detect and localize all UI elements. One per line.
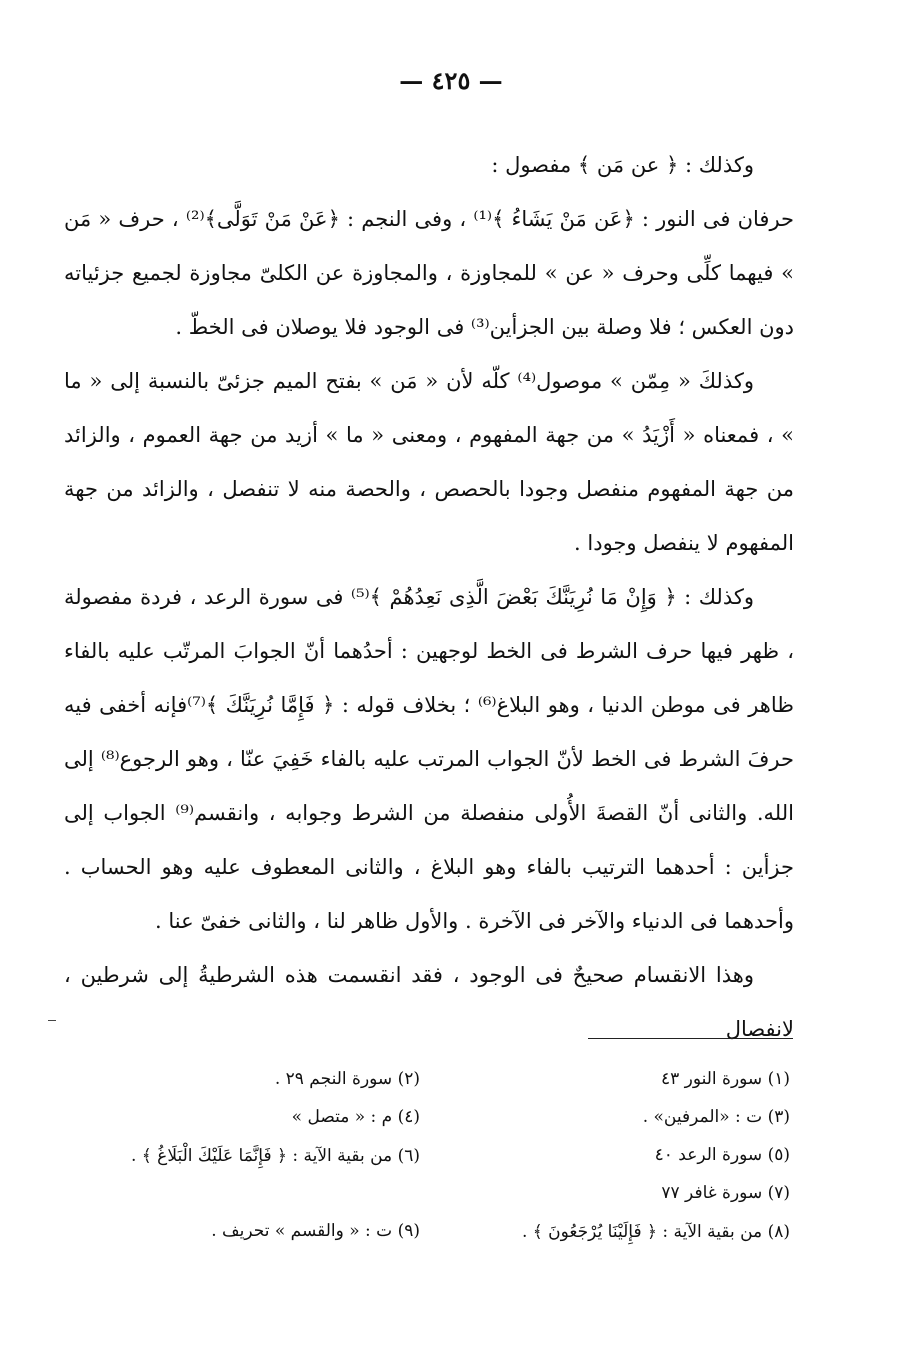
paragraph: وكذلك : ﴿ وَإِنْ مَا نُرِيَنَّكَ بَعْضَ الَّذِى نَعِدُهُمْ ﴾⁽⁵⁾ فى سورة الرعد ، فردة مفصولة ، ظهر فيها حرف الشرط فى الخط لوجهين : أحدُهما أنّ الجوابَ المرتّب عليه بالفاء ظاهر فى موطن الدنيا ، وهو البلاغ⁽⁶⁾ ؛ بخلاف قوله : ﴿ فَإِمَّا نُرِيَنَّكَ ﴾⁽⁷⁾فإنه أخفى فيه حرفَ الشرط فى الخط لأنّ الجواب المرتب عليه بالفاء خَفِيَ عنّا ، وهو الرجوع⁽⁸⁾ إلى الله. والثانى أنّ القصةَ الأُولى منفصلة من الشرط وجوابه ، وانقسم⁽⁹⁾ الجواب إلى جزأين : أحدهما الترتيب بالفاء وهو البلاغ ، والثانى المعطوف عليه وهو الحساب . وأحدهما فى الدنياء والآخر فى الآخرة . والأول ظاهر لنا ، والثانى خفىّ عنا . [64, 585, 794, 933]
footnote: (٢) سورة النجم ٢٩ . [274, 1069, 420, 1089]
page-number: — ٤٢٥ — [399, 66, 503, 95]
footnote: (٦) من بقية الآية : ﴿ فَإِنَّمَا عَلَيْكَ الْبَلَاغُ ﴾ . [131, 1145, 420, 1166]
footnote-separator [588, 1038, 793, 1039]
footnotes [90, 1060, 790, 1250]
footnote: (٨) من بقية الآية : ﴿ فَإِلَيْنَا يُرْجَعُونَ ﴾ . [521, 1221, 790, 1242]
footnote-row [90, 1174, 790, 1212]
paragraph: وكذلك : ﴿ عن مَن ﴾ مفصول : [491, 153, 754, 177]
margin-mark [48, 1020, 56, 1021]
paragraph: وكذلكَ « مِمّن » موصول⁽⁴⁾ كلّه لأن « مَن » بفتح الميم جزئىّ بالنسبة إلى « ما » ، فمعناه « أَزْيَدُ » من جهة المفهوم ، ومعنى « ما » أزيد من جهة العموم ، والزائد من جهة المفهوم منفصل وجودا بالحصص ، والحصة منه لا تنفصل ، والزائد من جهة المفهوم لا ينفصل وجودا . [64, 369, 794, 555]
main-text [64, 138, 794, 1056]
paragraph: حرفان فى النور : ﴿عَن مَنْ يَشَاءُ ﴾⁽¹⁾ ، وفى النجم : ﴿عَنْ مَنْ تَوَلَّى﴾⁽²⁾ ، حرف « مَن » فيهما كلِّى وحرف « عن » للمجاوزة ، والمجاوزة عن الكلىّ مجاوزة لجميع جزئياته دون العكس ؛ فلا وصلة بين الجزأين⁽³⁾ فى الوجود فلا يوصلان فى الخطّ . [64, 207, 795, 339]
footnote: (١) سورة النور ٤٣ [660, 1069, 790, 1089]
paragraph: وهذا الانقسام صحيحٌ فى الوجود ، فقد انقسمت هذه الشرطيةُ إلى شرطين ، لانفصال [64, 963, 794, 1041]
footnote: (٤) م : « متصل » [291, 1107, 420, 1127]
footnote: (٣) ت : «المرفين» . [642, 1107, 790, 1127]
footnote-row [90, 1098, 790, 1136]
footnote: (٧) سورة غافر ٧٧ [661, 1183, 790, 1203]
footnote-row [90, 1212, 790, 1250]
footnote-row [90, 1136, 790, 1174]
footnote: (٩) ت : « والقسم » تحريف . [211, 1221, 420, 1241]
footnote: (٥) سورة الرعد ٤٠ [654, 1145, 790, 1165]
footnote-row [90, 1060, 790, 1098]
